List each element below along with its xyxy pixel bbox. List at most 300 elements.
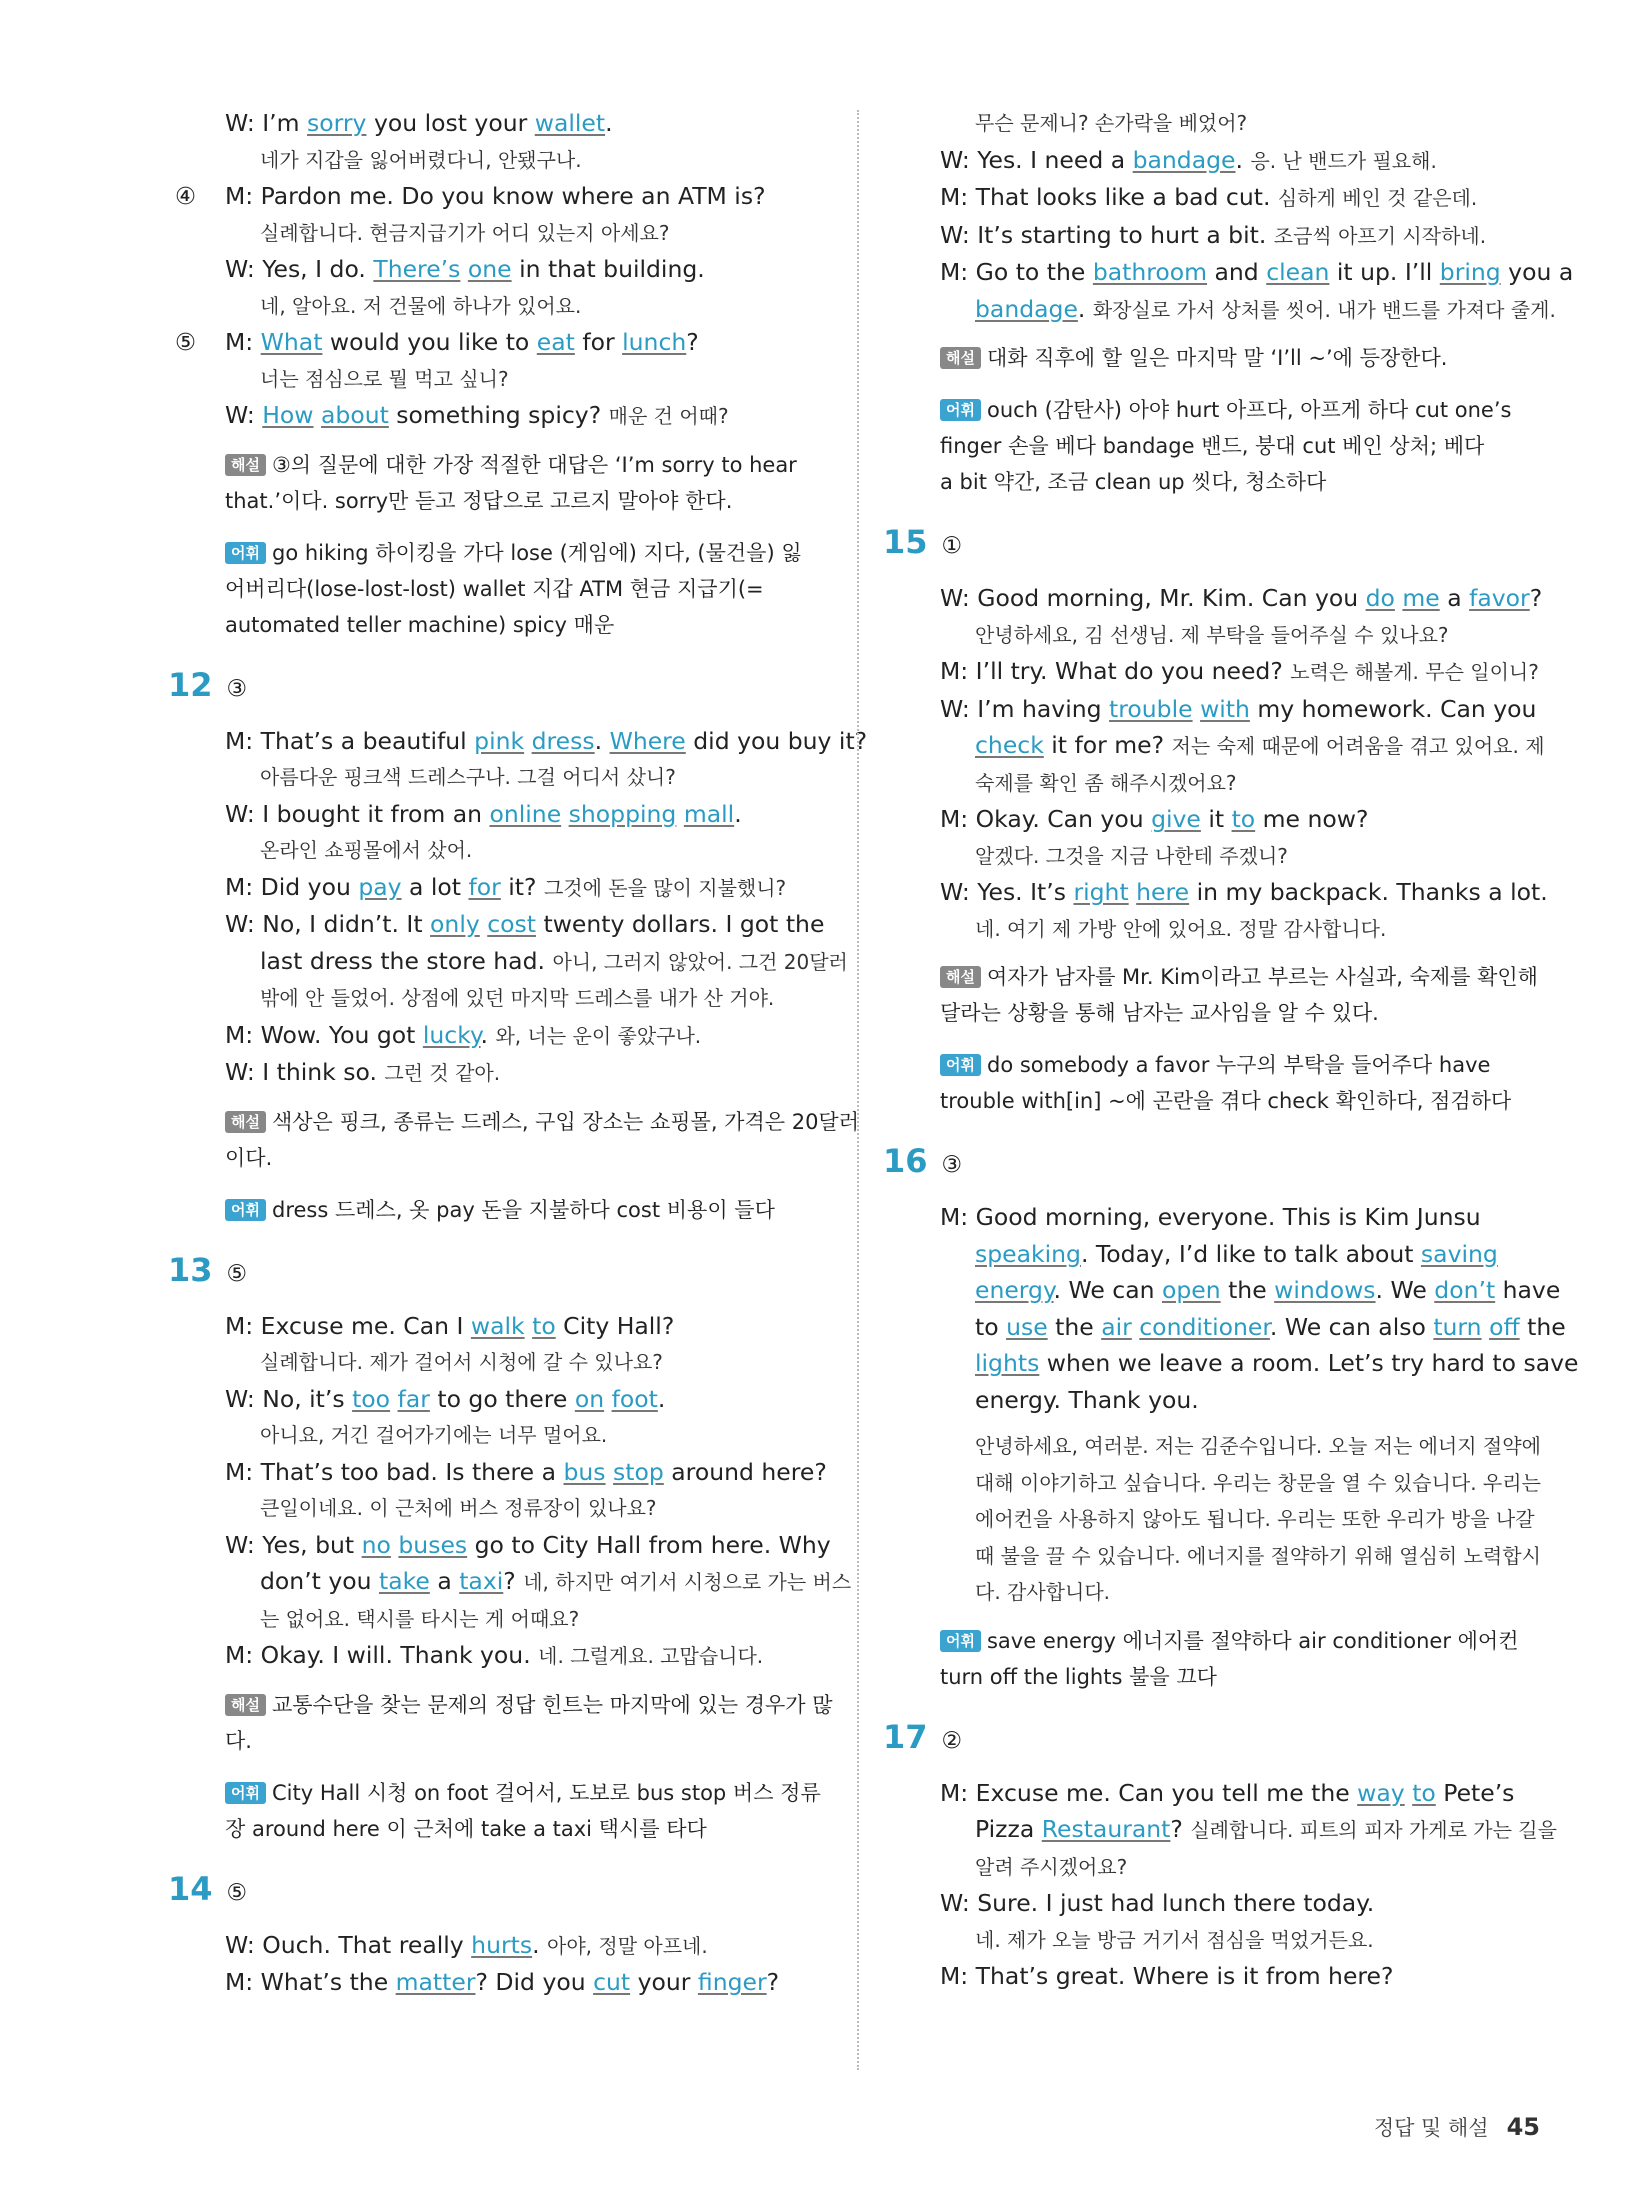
note-block <box>940 340 1555 376</box>
dialogue-text: for <box>574 328 623 356</box>
note-block <box>225 447 850 519</box>
dialogue-text: when we leave a room. Let’s try hard to save <box>1039 1349 1579 1377</box>
dialogue-text: City Hall? <box>555 1311 675 1340</box>
dialogue-text: M: That looks like a bad cut. <box>940 183 1278 211</box>
translation-line: 네. 제가 오늘 방금 거기서 점심을 먹었거든요. <box>975 1927 1374 1952</box>
note-text: 달라는 상황을 통해 남자는 교사임을 알 수 있다. <box>940 1001 1379 1025</box>
translation-line: 알겠다. 그것을 지금 나한테 주겠니? <box>975 843 1288 868</box>
dialogue-text: don’t you <box>260 1567 379 1595</box>
note-text: 어버리다(lose-lost-lost) wallet 지갑 ATM 현금 지급기(= <box>225 576 764 601</box>
note-text: do somebody a favor 누구의 부탁을 들어주다 have <box>986 1053 1491 1077</box>
dialogue-text: . We can <box>1053 1276 1162 1304</box>
dialogue-line <box>175 178 850 215</box>
dialogue-line <box>220 1308 850 1345</box>
dialogue-text: go to City Hall from here. Why <box>467 1530 831 1559</box>
note-tag: 어휘 <box>225 1199 266 1221</box>
dialogue-line <box>935 580 1555 617</box>
dialogue-text: my homework. Can you <box>1249 694 1537 723</box>
dialogue-text: around here? <box>663 1457 827 1486</box>
blank-answer: bus <box>563 1457 606 1486</box>
blank-answer: What <box>260 328 323 356</box>
dialogue-text: have <box>1495 1276 1561 1304</box>
dialogue-text: it? <box>500 872 544 901</box>
blank-answer: foot <box>611 1384 658 1413</box>
dialogue-text: ? <box>503 1567 524 1595</box>
dialogue-text: M: Did you <box>225 872 359 901</box>
korean-translation: 아니, 그러지 않았어. 그건 20달러 <box>552 949 848 974</box>
blank-answer: off <box>1489 1312 1520 1341</box>
question-number: 13 <box>168 1250 213 1289</box>
translation-line: 실례합니다. 제가 걸어서 시청에 갈 수 있나요? <box>260 1350 663 1374</box>
blank-answer: walk <box>470 1311 525 1340</box>
blank-answer: dress <box>531 726 595 755</box>
dialogue-line <box>935 1272 1561 1309</box>
question-header <box>168 661 850 713</box>
dialogue-text: W: I’m having <box>940 694 1110 723</box>
blank-answer: no <box>361 1530 391 1559</box>
korean-translation: 그런 것 같아. <box>384 1061 501 1085</box>
dialogue-line <box>935 801 1555 838</box>
note-block <box>940 959 1555 1031</box>
blank-answer: shopping <box>568 799 677 828</box>
korean-translation: 심하게 베인 것 같은데. <box>1277 186 1478 210</box>
korean-translation: 네. 그럴게요. 고맙습니다. <box>538 1644 764 1668</box>
blank-answer: to <box>532 1311 556 1340</box>
translation-line: 대해 이야기하고 싶습니다. 우리는 창문을 열 수 있습니다. 우리는 <box>975 1470 1541 1495</box>
note-text: 이다. <box>225 1145 273 1170</box>
blank-answer: hurts <box>471 1930 533 1959</box>
question-header <box>883 1713 1555 1765</box>
note-tag: 어휘 <box>940 1630 981 1652</box>
korean-translation: 네, 하지만 여기서 시청으로 가는 버스 <box>523 1570 852 1594</box>
dialogue-text: M: That’s a beautiful <box>225 726 475 755</box>
note-text: trouble with[in] ~에 곤란을 겪다 check 확인하다, 점검하다 <box>940 1089 1512 1113</box>
dialogue-text: . Today, I’d like to talk about <box>1080 1239 1421 1268</box>
dialogue-text: . We can also <box>1269 1312 1434 1341</box>
dialogue-text: W: No, it’s <box>225 1384 353 1413</box>
blank-answer: saving <box>1420 1239 1498 1268</box>
question-header <box>883 518 1555 570</box>
dialogue-text: your <box>630 1968 698 1996</box>
dialogue-text <box>676 800 683 828</box>
blank-answer: pay <box>358 872 402 901</box>
translation-line: 에어컨을 사용하지 않아도 됩니다. 우리는 또한 우리가 방을 나갈 <box>975 1507 1535 1531</box>
dialogue-line <box>935 874 1555 911</box>
blank-answer: mall <box>683 799 735 828</box>
translation-line: 는 없어요. 택시를 타시는 게 어때요? <box>260 1606 580 1631</box>
dialogue-text: . <box>657 1384 666 1413</box>
question-number: 14 <box>168 1869 213 1908</box>
note-text: ouch (감탄사) 아야 hurt 아프다, 아프게 하다 cut one’s <box>986 398 1512 422</box>
translation-line: 밖에 안 들었어. 상점에 있던 마지막 드레스를 내가 산 거야. <box>260 986 775 1010</box>
dialogue-text: W: Yes. It’s <box>940 878 1074 906</box>
dialogue-text: . <box>1235 145 1251 174</box>
blank-answer: open <box>1161 1276 1221 1304</box>
blank-answer: to <box>1231 805 1256 833</box>
dialogue-text: M: Pardon me. Do you know where an ATM is? <box>225 182 766 210</box>
dialogue-text: it up. I’ll <box>1329 258 1440 286</box>
dialogue-text: W: Yes, but <box>225 1530 362 1559</box>
dialogue-text: W: No, I didn’t. It <box>225 910 431 938</box>
blank-answer: bathroom <box>1092 258 1208 286</box>
note-text: turn off the lights 불을 끄다 <box>940 1664 1217 1689</box>
blank-answer: speaking <box>975 1239 1081 1268</box>
note-block <box>225 1192 850 1228</box>
dialogue-text: . <box>605 109 613 137</box>
blank-answer: don’t <box>1434 1276 1496 1304</box>
korean-translation: 노력은 해볼게. 무슨 일이니? <box>1290 660 1539 684</box>
note-text: ③의 질문에 대한 가장 적절한 대답은 ‘I’m sorry to hear <box>271 452 797 477</box>
question-header <box>883 1137 1555 1189</box>
translation-line: 아니요, 거긴 걸어가기에는 너무 멀어요. <box>260 1423 608 1447</box>
dialogue-text <box>1482 1313 1489 1341</box>
dialogue-text: M: That’s too bad. Is there a <box>225 1457 564 1486</box>
note-text: 교통수단을 찾는 문제의 정답 힌트는 마지막에 있는 경우가 많 <box>271 1692 833 1717</box>
dialogue-text: to <box>975 1312 1007 1341</box>
translation-line: 아름다운 핑크색 드레스구나. 그걸 어디서 샀니? <box>260 765 676 789</box>
note-text: dress 드레스, 옷 pay 돈을 지불하다 cost 비용이 들다 <box>271 1197 775 1222</box>
dialogue-line <box>220 1454 850 1491</box>
right-column <box>883 105 1579 1995</box>
blank-answer: take <box>379 1567 430 1595</box>
dialogue-text: W: Sure. I just had lunch there today. <box>940 1889 1375 1917</box>
dialogue-line <box>935 1382 1555 1419</box>
blank-answer: give <box>1151 805 1201 833</box>
note-tag: 어휘 <box>225 542 266 564</box>
dialogue-line <box>220 723 868 760</box>
korean-translation: 조금씩 아프기 시작하네. <box>1273 223 1487 248</box>
note-text: 여자가 남자를 Mr. Kim이라고 부르는 사실과, 숙제를 확인해 <box>986 965 1538 989</box>
korean-translation: 매운 건 어때? <box>608 404 729 428</box>
dialogue-text: twenty dollars. I got the <box>536 910 825 938</box>
dialogue-text: ? <box>766 1968 780 1996</box>
blank-answer: one <box>467 255 512 283</box>
translation-line: 알려 주시겠어요? <box>975 1854 1128 1879</box>
dialogue-text: would you like to <box>322 328 537 356</box>
dialogue-text: last dress the store had. <box>260 946 553 975</box>
dialogue-text <box>604 1385 611 1413</box>
answer-mark: ① <box>941 533 963 559</box>
blank-answer: bandage <box>1132 145 1236 174</box>
dialogue-line <box>220 397 850 435</box>
blank-answer: turn <box>1433 1312 1482 1341</box>
note-block <box>225 1687 850 1759</box>
left-column <box>168 105 868 2001</box>
korean-translation: 화장실로 가서 상처를 씻어. 내가 밴드를 가져다 줄게. <box>1092 297 1556 322</box>
dialogue-text: ? <box>1170 1815 1191 1843</box>
dialogue-text: M: Okay. I will. Thank you. <box>225 1641 539 1669</box>
note-tag: 해설 <box>225 454 266 476</box>
korean-translation: 저는 숙제 때문에 어려움을 겪고 있어요. 제 <box>1171 734 1545 758</box>
blank-answer: to <box>1412 1778 1436 1807</box>
note-text: a bit 약간, 조금 clean up 씻다, 청소하다 <box>940 470 1327 494</box>
blank-answer: far <box>397 1384 430 1413</box>
dialogue-text: W: Good morning, Mr. Kim. Can you <box>940 584 1366 612</box>
note-text: 색상은 핑크, 종류는 드레스, 구입 장소는 쇼핑몰, 가격은 20달러 <box>271 1109 859 1134</box>
blank-answer: cut <box>593 1968 631 1996</box>
dialogue-line <box>220 1927 850 1965</box>
dialogue-text <box>1193 695 1200 723</box>
dialogue-text: . <box>594 726 610 755</box>
dialogue-line <box>935 1345 1579 1382</box>
note-block <box>940 392 1555 500</box>
blank-answer: check <box>975 731 1044 759</box>
dialogue-line <box>935 1958 1555 1995</box>
dialogue-line <box>220 251 850 288</box>
blank-answer: matter <box>395 1968 476 1996</box>
note-text: 대화 직후에 할 일은 마지막 말 ‘I’ll ~’에 등장한다. <box>986 346 1448 370</box>
blank-answer: air <box>1101 1312 1132 1341</box>
column-divider <box>857 110 859 2070</box>
korean-translation: 응. 난 밴드가 필요해. <box>1250 148 1437 173</box>
dialogue-line <box>220 1964 850 2001</box>
dialogue-text: Pete’s <box>1435 1778 1515 1807</box>
dialogue-text <box>460 255 467 283</box>
dialogue-line <box>220 1054 850 1092</box>
blank-answer: me <box>1402 584 1440 612</box>
dialogue-text: M: Wow. You got <box>225 1020 423 1049</box>
translation-line: 너는 점심으로 뭘 먹고 싶니? <box>260 366 509 391</box>
dialogue-text: a <box>429 1567 460 1595</box>
translation-line: 숙제를 확인 좀 해주시겠어요? <box>975 770 1237 795</box>
note-text: 다. <box>225 1728 252 1753</box>
dialogue-text: the <box>1047 1312 1102 1341</box>
dialogue-line <box>935 1199 1555 1236</box>
blank-answer: here <box>1136 878 1190 906</box>
dialogue-text: a <box>1439 584 1470 612</box>
blank-answer: There’s <box>373 255 461 283</box>
dialogue-text: W: Ouch. That really <box>225 1930 472 1959</box>
answer-mark: ⑤ <box>226 1879 248 1906</box>
dialogue-text: ? <box>686 328 699 356</box>
blank-answer: trouble <box>1109 694 1193 723</box>
dialogue-line <box>220 1017 850 1055</box>
dialogue-text <box>524 727 531 755</box>
dialogue-text <box>314 401 321 429</box>
question-number: 12 <box>168 665 213 704</box>
dialogue-text: W: Yes. I need a <box>940 145 1133 174</box>
korean-translation: 그것에 돈을 많이 지불했니? <box>543 875 787 900</box>
dialogue-line <box>220 906 850 943</box>
blank-answer: way <box>1357 1778 1405 1807</box>
dialogue-text: ? Did you <box>475 1968 594 1996</box>
dialogue-line <box>935 653 1555 691</box>
dialogue-line <box>935 1885 1555 1922</box>
dialogue-line <box>220 1563 850 1601</box>
note-text: City Hall 시청 on foot 걸어서, 도보로 bus stop 버스 정류 <box>271 1780 821 1805</box>
blank-answer: on <box>574 1384 605 1413</box>
blank-answer: energy <box>975 1276 1054 1304</box>
question-header <box>168 1246 850 1298</box>
dialogue-text: W: I think so. <box>225 1058 385 1086</box>
dialogue-line <box>935 1309 1566 1346</box>
dialogue-line <box>935 1811 1555 1849</box>
dialogue-text <box>390 1385 397 1413</box>
note-block <box>225 1104 859 1176</box>
dialogue-line <box>220 943 850 981</box>
note-text: finger 손을 베다 bandage 밴드, 붕대 cut 베인 상처; 베다 <box>940 434 1485 458</box>
note-block <box>940 1623 1555 1695</box>
translation-line: 네, 알아요. 저 건물에 하나가 있어요. <box>260 293 582 318</box>
answer-mark: ③ <box>941 1152 963 1178</box>
note-tag: 어휘 <box>940 399 981 421</box>
dialogue-line <box>935 727 1555 765</box>
dialogue-text: the <box>1519 1312 1566 1341</box>
dialogue-text <box>525 1312 532 1340</box>
dialogue-text: me now? <box>1255 805 1369 833</box>
blank-answer: with <box>1200 694 1250 723</box>
blank-answer: wallet <box>534 109 606 137</box>
dialogue-text: Pizza <box>975 1815 1042 1843</box>
dialogue-line <box>935 217 1555 255</box>
question-header <box>168 1865 850 1917</box>
note-text: automated teller machine) spicy 매운 <box>225 612 615 637</box>
korean-translation: 아야, 정말 아프네. <box>547 1933 708 1958</box>
blank-answer: clean <box>1266 258 1330 286</box>
dialogue-text <box>606 1458 613 1486</box>
dialogue-text: M: Good morning, everyone. This is Kim Junsu <box>940 1203 1481 1231</box>
dialogue-line <box>220 796 850 833</box>
korean-translation: 와, 너는 운이 좋았구나. <box>495 1023 702 1048</box>
blank-answer: eat <box>536 328 575 356</box>
dialogue-line <box>935 254 1574 291</box>
blank-answer: do <box>1365 584 1395 612</box>
question-number: 15 <box>883 523 928 561</box>
dialogue-text: W: I’m <box>225 109 308 137</box>
translation-line: 네. 여기 제 가방 안에 있어요. 정말 감사합니다. <box>975 916 1387 941</box>
dialogue-text: you lost your <box>366 109 535 137</box>
note-block <box>225 1775 850 1847</box>
dialogue-text: W: Yes, I do. <box>225 255 374 283</box>
dialogue-text: . <box>734 799 742 828</box>
dialogue-text: a lot <box>401 872 469 901</box>
blank-answer: cost <box>487 910 537 938</box>
dialogue-line <box>220 1527 850 1564</box>
blank-answer: lunch <box>622 328 687 356</box>
translation-line: 때 불을 끌 수 있습니다. 에너지를 절약하기 위해 열심히 노력합시 <box>975 1543 1541 1568</box>
note-text: 장 around here 이 근처에 take a taxi 택시를 타다 <box>225 1816 707 1841</box>
blank-answer: bring <box>1439 258 1501 286</box>
dialogue-text: it for me? <box>1043 731 1172 759</box>
blank-answer: too <box>352 1384 391 1413</box>
blank-answer: lights <box>975 1349 1040 1377</box>
dialogue-text: ? <box>1529 584 1543 612</box>
blank-answer: Restaurant <box>1041 1815 1171 1843</box>
blank-answer: use <box>1006 1312 1048 1341</box>
translation-line: 다. 감사합니다. <box>975 1580 1110 1604</box>
dialogue-text: . <box>532 1930 548 1959</box>
answer-mark: ② <box>941 1727 963 1754</box>
translation-line: 무슨 문제니? 손가락을 베었어? <box>975 111 1248 135</box>
blank-answer: online <box>489 799 562 828</box>
blank-answer: lucky <box>422 1020 481 1049</box>
dialogue-line <box>175 324 850 361</box>
note-block <box>225 535 850 643</box>
blank-answer: windows <box>1274 1276 1376 1304</box>
blank-answer: right <box>1073 878 1129 906</box>
blank-answer: bandage <box>975 294 1078 323</box>
dialogue-line <box>220 1381 850 1418</box>
dialogue-text: . <box>480 1020 496 1049</box>
answer-mark: ⑤ <box>226 1260 248 1287</box>
dialogue-text: M: Okay. Can you <box>940 805 1152 833</box>
dialogue-text: it <box>1200 805 1232 833</box>
translation-line: 큰일이네요. 이 근처에 버스 정류장이 있나요? <box>260 1496 657 1520</box>
dialogue-text: M: Excuse me. Can you tell me the <box>940 1778 1358 1807</box>
dialogue-text: M: I’ll try. What do you need? <box>940 657 1291 685</box>
blank-answer: for <box>468 872 501 901</box>
dialogue-text <box>561 800 568 828</box>
dialogue-text: in that building. <box>511 255 705 283</box>
dialogue-text: the <box>1220 1276 1275 1304</box>
dialogue-text: you a <box>1500 258 1574 286</box>
dialogue-text: and <box>1207 258 1267 286</box>
note-tag: 해설 <box>940 347 981 369</box>
dialogue-text: W: <box>225 401 263 429</box>
dialogue-text: to go there <box>429 1384 575 1413</box>
footer-label: 정답 및 해설 <box>1373 2116 1489 2140</box>
translation-line: 네가 지갑을 잃어버렸다니, 안됐구나. <box>260 147 582 172</box>
blank-answer: only <box>430 910 480 938</box>
note-tag: 해설 <box>225 1111 266 1133</box>
note-tag: 해설 <box>940 966 981 988</box>
blank-answer: favor <box>1469 584 1530 612</box>
dialogue-line <box>220 869 850 907</box>
choice-number: ⑤ <box>175 328 197 356</box>
blank-answer: conditioner <box>1139 1312 1270 1341</box>
dialogue-line <box>935 179 1555 217</box>
blank-answer: How <box>262 401 314 429</box>
dialogue-text: M: That’s great. Where is it from here? <box>940 1962 1394 1990</box>
note-text: that.’이다. sorry만 듣고 정답으로 고르지 말아야 한다. <box>225 488 733 513</box>
blank-answer: taxi <box>459 1567 504 1595</box>
question-number: 16 <box>883 1142 928 1180</box>
note-text: go hiking 하이킹을 가다 lose (게임에) 지다, (물건을) 잃 <box>271 540 802 565</box>
dialogue-line <box>935 691 1555 728</box>
dialogue-line <box>935 142 1555 180</box>
dialogue-text: M: <box>225 328 261 356</box>
korean-translation: 실례합니다. 피트의 피자 가게로 가는 길을 <box>1190 1818 1557 1842</box>
dialogue-text: W: It’s starting to hurt a bit. <box>940 220 1274 249</box>
dialogue-text: M: What’s the <box>225 1968 396 1996</box>
note-block <box>940 1047 1555 1119</box>
blank-answer: buses <box>398 1530 468 1559</box>
translation-line: 온라인 쇼핑몰에서 샀어. <box>260 838 473 862</box>
dialogue-text: something spicy? <box>388 401 609 429</box>
blank-answer: sorry <box>307 109 367 137</box>
dialogue-text: . <box>1077 294 1093 323</box>
dialogue-line <box>220 1637 850 1675</box>
dialogue-text: M: Go to the <box>940 258 1093 286</box>
dialogue-text: W: I bought it from an <box>225 799 490 828</box>
dialogue-text: in my backpack. Thanks a lot. <box>1189 878 1548 906</box>
page-footer <box>1374 2112 1540 2142</box>
blank-answer: about <box>321 401 389 429</box>
translation-line: 안녕하세요, 여러분. 저는 김준수입니다. 오늘 저는 에너지 절약에 <box>975 1434 1541 1458</box>
choice-number: ④ <box>175 182 197 210</box>
note-tag: 어휘 <box>940 1054 981 1076</box>
answer-mark: ③ <box>226 675 248 702</box>
dialogue-text: did you buy it? <box>685 726 868 755</box>
question-number: 17 <box>883 1717 928 1756</box>
dialogue-text: energy. Thank you. <box>975 1385 1199 1414</box>
translation-line: 안녕하세요, 김 선생님. 제 부탁을 들어주실 수 있나요? <box>975 622 1449 647</box>
dialogue-line <box>935 1236 1555 1273</box>
dialogue-line <box>935 1775 1555 1812</box>
translation-line: 실례합니다. 현금지급기가 어디 있는지 아세요? <box>260 220 670 245</box>
page-number: 45 <box>1506 2113 1540 2141</box>
note-text: save energy 에너지를 절약하다 air conditioner 에어컨 <box>986 1628 1519 1653</box>
